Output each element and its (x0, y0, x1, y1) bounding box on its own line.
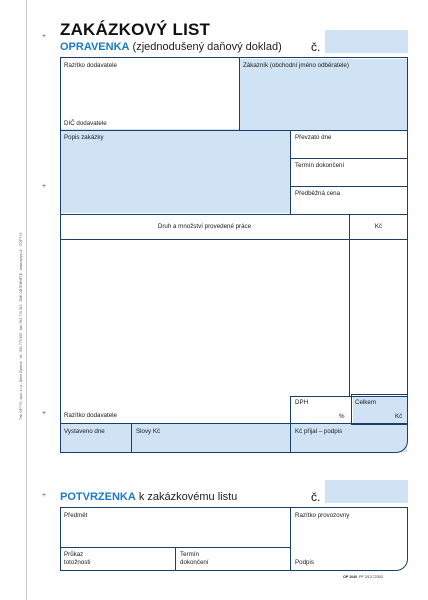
page-title: ZAKÁZKOVÝ LIST (60, 20, 211, 39)
taken-over-date-label: Převzato dne (295, 134, 332, 141)
divider (175, 547, 176, 571)
deadline-label: Termín dokončení (180, 551, 209, 566)
divider (60, 239, 408, 240)
divider (290, 130, 291, 214)
confirmation-border (60, 507, 408, 571)
completion-date-label: Termín dokončení (295, 162, 345, 169)
confirmation-title: POTVRZENKA k zakázkovému listu (60, 491, 238, 503)
item-label: Předmět (64, 512, 88, 519)
form-code: OP 1040 PF 2/13 72303 (343, 575, 383, 579)
customer-label: Zákazník (obchodní jméno odběratele) (243, 62, 349, 69)
work-type-header: Druh a množství provedené práce (157, 223, 252, 230)
total-currency-label: Kč (395, 413, 403, 420)
vat-label: DPH (295, 399, 309, 406)
divider (290, 507, 291, 571)
perforation-edge (26, 0, 27, 600)
crop-mark: + (42, 183, 47, 190)
percent-label: % (339, 413, 345, 420)
order-form (60, 57, 408, 453)
divider (60, 214, 408, 215)
document-number-label: č. (311, 40, 321, 54)
issued-on-label: Vystaveno dne (64, 428, 105, 435)
page-subtitle: OPRAVENKA (zjednodušený daňový doklad) (60, 41, 282, 53)
divider (290, 158, 408, 159)
crop-mark: + (42, 410, 47, 417)
divider (290, 186, 408, 187)
margin-print-info: Tisk OPTYS, spol. s r.o., Dolní Životicetel.: 553 775 005fax: 553 775 010ZDE ODTRHNĚTEwww.optys.cz©OPTYS (19, 232, 23, 420)
crop-mark: + (42, 33, 47, 40)
confirmation-number-field[interactable] (325, 480, 408, 503)
supplier-tax-id-label: DIČ dodavatele (64, 120, 107, 127)
receipt-id-label: Průkaz totožnosti (64, 551, 91, 566)
confirmation-form (60, 507, 408, 571)
divider (239, 57, 240, 130)
workshop-stamp-label: Razítko provozovny (295, 512, 350, 519)
divider (290, 396, 291, 453)
received-signature-label: Kč přijal – podpis (295, 428, 343, 435)
divider (60, 130, 408, 131)
estimated-price-label: Předběžná cena (295, 190, 341, 197)
signature-label: Podpis (295, 559, 314, 566)
document-number-field[interactable] (325, 30, 408, 53)
divider (349, 214, 350, 396)
order-description-label: Popis zakázky (64, 134, 104, 141)
currency-header: Kč (374, 223, 383, 230)
supplier-stamp-bottom-label: Razítko dodavatele (64, 412, 117, 419)
total-label: Celkem (355, 399, 376, 406)
confirmation-number-label: č. (311, 490, 321, 504)
divider (131, 423, 132, 453)
crop-mark: + (42, 492, 47, 499)
amount-in-words-label: Slovy Kč (136, 428, 161, 435)
supplier-stamp-label: Razítko dodavatele (64, 62, 117, 69)
